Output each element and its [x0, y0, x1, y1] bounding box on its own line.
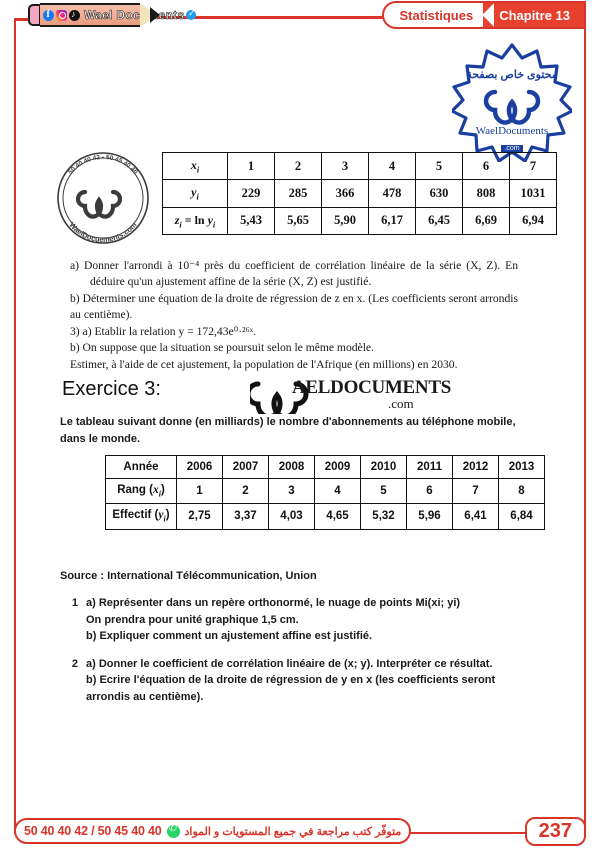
cell: 1: [228, 153, 275, 180]
cell: 5,32: [361, 504, 407, 529]
footer-phone-numbers[interactable]: 50 40 40 42 / 50 45 40 40: [24, 824, 162, 838]
question-2a: a) Donner le coefficient de corrélation linéaire de (x; y). Interpréter ce résultat.: [86, 657, 493, 670]
question-1b: b) Expliquer comment un ajustement affine est justifié.: [86, 630, 373, 642]
cell: 366: [322, 180, 369, 207]
stamp-domain-text: WaelDocuements.com: [67, 220, 139, 245]
cell: 6: [407, 479, 453, 504]
seal-brand-name: WaelDocuments: [475, 125, 549, 137]
cell: 2012: [453, 456, 499, 479]
chapter-label: Chapitre 13: [483, 3, 584, 27]
cell: 478: [369, 180, 416, 207]
question-number: 2: [71, 657, 78, 670]
cell: 5: [416, 153, 463, 180]
cell: 2006: [177, 456, 223, 479]
row-label-rang: Rang $(x_i)$: [106, 479, 177, 504]
data-table-exercise3: [105, 455, 545, 530]
cell: 5,90: [322, 207, 369, 234]
cell: 6,94: [510, 207, 557, 234]
cell: 7: [510, 153, 557, 180]
table-row: [163, 180, 557, 207]
seal-arabic-text: محتوى خاص بصفحة: [466, 69, 558, 81]
question-body: [86, 656, 530, 706]
question-2b: b) Déterminer une équation de la droite de régression de z en x. (Les coefficients seront arrondis au centième).: [70, 291, 518, 322]
cell: 7: [453, 479, 499, 504]
svg-text:WaelDocuements.com: [67, 220, 138, 244]
question-3a: 3) a) Etablir la relation y = 172,43e⁰·²⁶ˣ.: [70, 324, 256, 338]
cell: 5: [361, 479, 407, 504]
watermark-main-text: [292, 377, 451, 399]
cell: 4,65: [315, 504, 361, 529]
round-stamp-watermark: [52, 148, 154, 248]
chapter-banner: [382, 1, 587, 29]
question-number: 1: [71, 597, 78, 609]
row-label-yi: $y_i$: [163, 180, 228, 207]
question-block-1: [60, 595, 530, 645]
table-row: [106, 479, 545, 504]
cell: 2009: [315, 456, 361, 479]
cell: 3: [322, 153, 369, 180]
exercise2-questions: [70, 258, 518, 373]
cell: 3: [269, 479, 315, 504]
stamp-phone-text: 50 40 40 42 - 50 45 40 40: [67, 154, 139, 176]
cell: 6,45: [416, 207, 463, 234]
cell: 6,41: [453, 504, 499, 529]
cell: 2: [223, 479, 269, 504]
cell: 2007: [223, 456, 269, 479]
page-number: 237: [525, 817, 586, 846]
brand-name-label: Wael Documents: [84, 8, 185, 22]
cell: 5,43: [228, 207, 275, 234]
brand-pencil-logo: [28, 3, 185, 27]
table-row: [106, 504, 545, 529]
exercise3-title: Exercice 3:: [62, 378, 161, 400]
cell: 3,37: [223, 504, 269, 529]
whatsapp-icon[interactable]: [167, 825, 180, 838]
exercise3-intro: Le tableau suivant donne (en milliards) le nombre d'abonnements au téléphone mobile, dans le monde.: [60, 416, 516, 445]
cell: 8: [499, 479, 545, 504]
cell: 630: [416, 180, 463, 207]
cell: 1: [177, 479, 223, 504]
watermark-main-label: AELDOCUMENTS: [292, 377, 451, 398]
cell: 2013: [499, 456, 545, 479]
verified-badge-icon: [186, 10, 196, 20]
question-1a-note: On prendra pour unité graphique 1,5 cm.: [86, 613, 299, 626]
tiktok-icon[interactable]: [69, 10, 80, 21]
cell: 5,96: [407, 504, 453, 529]
cell: 2008: [269, 456, 315, 479]
pencil-graphite-tip: [150, 7, 160, 23]
page-header: [0, 0, 600, 34]
cell: 4: [315, 479, 361, 504]
footer-contact-banner: [14, 818, 411, 844]
cell: 4,03: [269, 504, 315, 529]
cell: 4: [369, 153, 416, 180]
watermark-seal-badge: [452, 42, 572, 162]
table-row: [163, 207, 557, 234]
table-source-note: Source : International Télécommunication, Union: [60, 570, 317, 582]
cell: 2011: [407, 456, 453, 479]
question-2a: a) Donner l'arrondi à 10⁻⁴ près du coefficient de corrélation linéaire de la série (X, Z). En déduire qu'un ajustement affine de la série (X, Z) est justifié.: [70, 259, 518, 289]
cell: 6: [463, 153, 510, 180]
cell: 229: [228, 180, 275, 207]
question-3b-estimate: Estimer, à l'aide de cet ajustement, la population de l'Afrique (en millions) en 2030.: [70, 357, 458, 371]
table-row: [163, 153, 557, 180]
facebook-icon[interactable]: [43, 10, 54, 21]
question-2b: b) Ecrire l'équation de la droite de régression de y en x (les coefficients seront arrondis au centième).: [86, 674, 496, 703]
cell: 5,65: [275, 207, 322, 234]
cell: 1031: [510, 180, 557, 207]
cell: 6,84: [499, 504, 545, 529]
cell: 285: [275, 180, 322, 207]
row-label-zi: $z_i = \ln y_i$: [163, 207, 228, 234]
seal-domain-text: .com: [501, 145, 522, 152]
question-body: [86, 595, 530, 645]
question-3b: b) On suppose que la situation se poursuit selon le même modèle.: [70, 341, 374, 355]
footer-arabic-text: متوفّر كتب مراجعة في جميع المستويات و المواد: [184, 825, 402, 838]
cell: 808: [463, 180, 510, 207]
cell: 2: [275, 153, 322, 180]
subject-label: Statistiques: [399, 7, 474, 23]
cell: 2,75: [177, 504, 223, 529]
question-1a: a) Représenter dans un repère orthonormé, le nuage de points Mi(xi; yi): [86, 597, 461, 609]
cell: 6,69: [463, 207, 510, 234]
row-label-annee: Année: [106, 456, 177, 479]
data-table-exercise2: [162, 152, 557, 235]
table-row: [106, 456, 545, 479]
row-label-xi: $x_i$: [163, 153, 228, 180]
instagram-icon[interactable]: [56, 10, 67, 21]
watermark-domain-text: .com: [388, 396, 414, 411]
exercise3-questions: [60, 595, 530, 716]
pencil-body: [40, 3, 185, 27]
cell: 6,17: [369, 207, 416, 234]
row-label-effectif: Effectif $(y_i)$: [106, 504, 177, 529]
cell: 2010: [361, 456, 407, 479]
svg-text:50 40 40 42 - 50 45 40 40: [67, 154, 139, 176]
question-block-2: [60, 656, 530, 706]
